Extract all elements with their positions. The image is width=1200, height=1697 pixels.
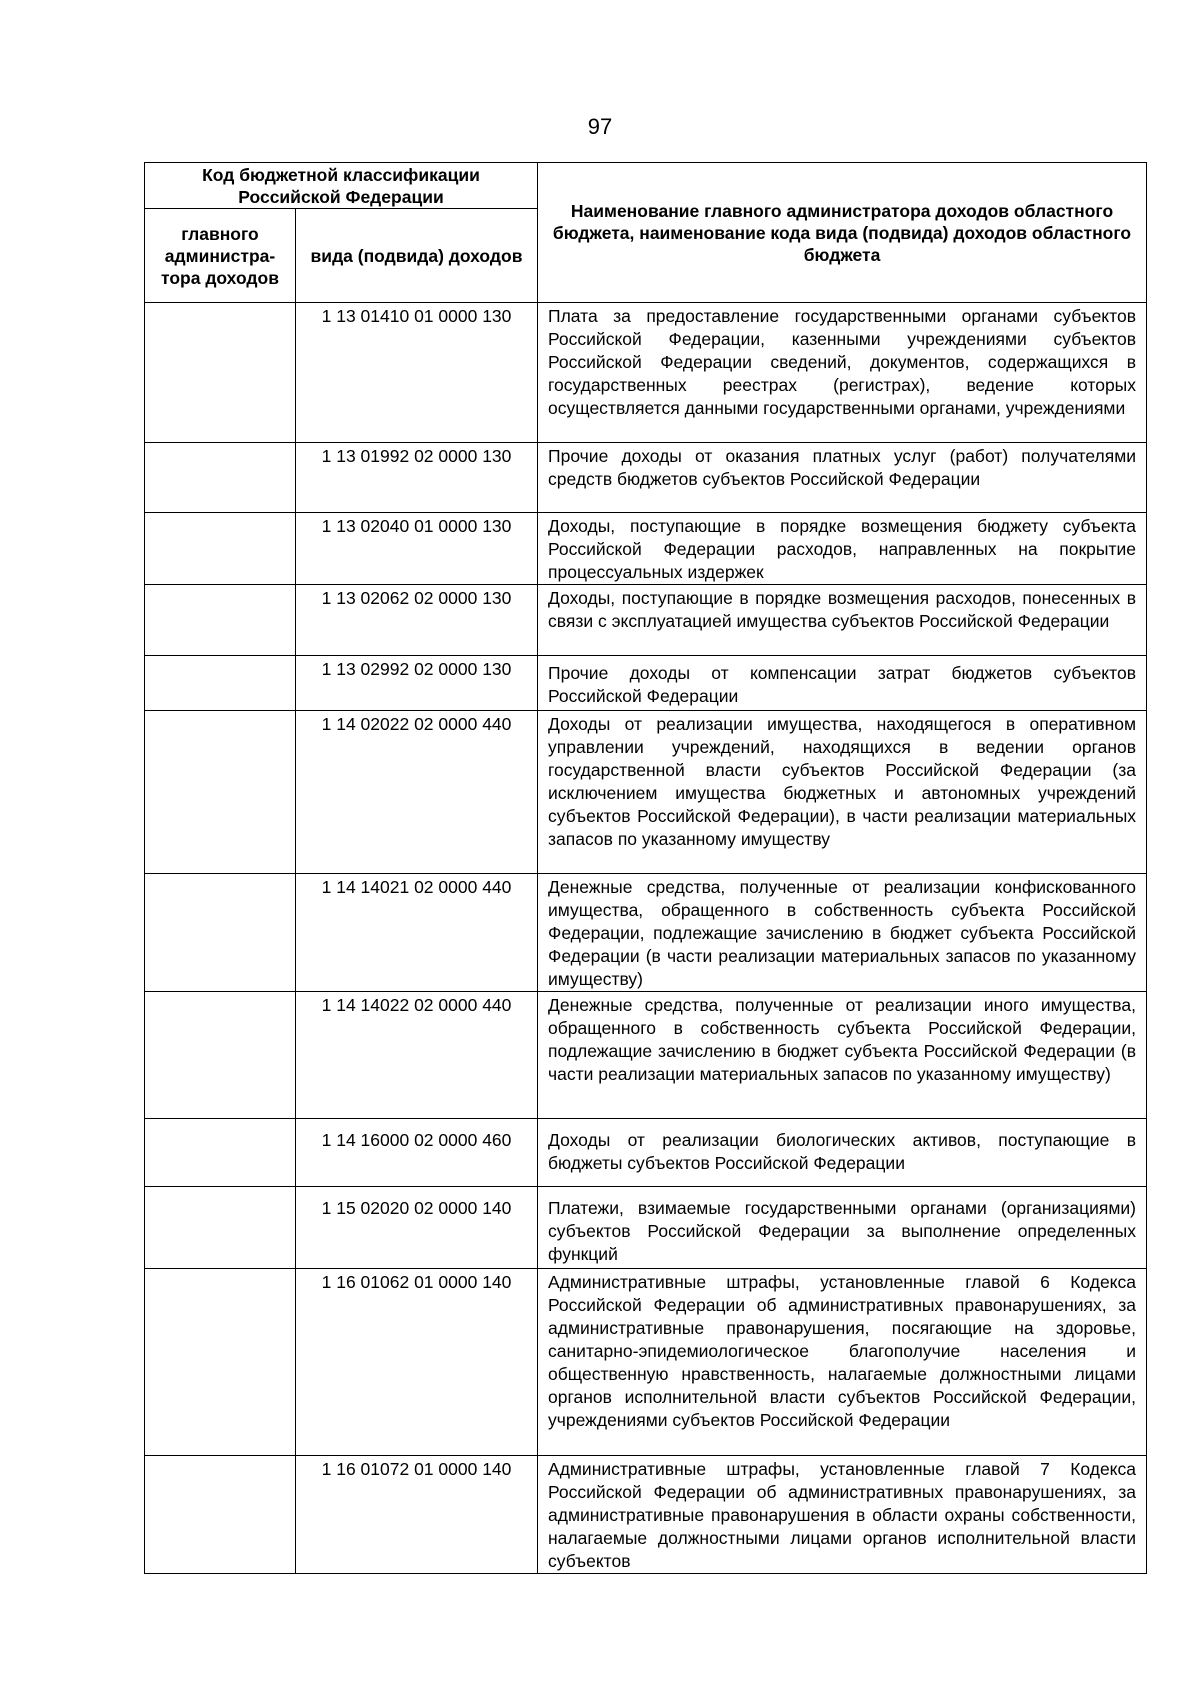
income-name-cell: Доходы, поступающие в порядке возмещения расходов, понесенных в связи с эксплуатацией имущества субъектов Российской Федерации xyxy=(538,585,1147,656)
income-name-cell: Денежные средства, полученные от реализации иного имущества, обращенного в собственность субъекта Российской Федерации, подлежащие зачислению в бюджет субъекта Российской Федерации (в части реализации материальных запасов по указанному имуществу) xyxy=(538,992,1147,1119)
table-row xyxy=(145,303,1147,443)
table-row xyxy=(145,1187,1147,1269)
income-name-cell: Доходы от реализации биологических активов, поступающие в бюджеты субъектов Российской Федерации xyxy=(538,1119,1147,1187)
income-name-cell: Плата за предоставление государственными органами субъектов Российской Федерации, казенными учреждениями субъектов Российской Федерации сведений, документов, содержащихся в государственных реестрах (регистрах), ведение которых осуществляется данными государственными органами, учреждениями xyxy=(538,303,1147,443)
income-code-cell: 1 14 14022 02 0000 440 xyxy=(296,992,538,1119)
income-code-cell: 1 15 02020 02 0000 140 xyxy=(296,1187,538,1269)
budget-classification-table xyxy=(144,162,1147,1574)
income-name-cell: Платежи, взимаемые государственными органами (организациями) субъектов Российской Федерации за выполнение определенных функций xyxy=(538,1187,1147,1269)
table-row xyxy=(145,513,1147,585)
income-code-cell: 1 13 01410 01 0000 130 xyxy=(296,303,538,443)
admin-code-cell xyxy=(145,1119,296,1187)
admin-code-cell xyxy=(145,656,296,711)
income-name-cell: Административные штрафы, установленные главой 6 Кодекса Российской Федерации об административных правонарушениях, за административные правонарушения, посягающие на здоровье, санитарно-эпидемиологическое благополучие населения и общественную нравственность, налагаемые должностными лицами органов исполнительной власти субъектов Российской Федерации, учреждениями субъектов Российской Федерации xyxy=(538,1269,1147,1456)
income-name-cell: Доходы от реализации имущества, находящегося в оперативном управлении учреждений, находящихся в ведении органов государственной власти субъектов Российской Федерации (за исключением имущества бюджетных и автономных учреждений субъектов Российской Федерации), в части реализации материальных запасов по указанному имуществу xyxy=(538,711,1147,874)
admin-code-cell xyxy=(145,1269,296,1456)
table-header xyxy=(145,163,1147,303)
admin-code-cell xyxy=(145,1187,296,1269)
income-code-cell: 1 16 01062 01 0000 140 xyxy=(296,1269,538,1456)
income-name-cell: Прочие доходы от компенсации затрат бюджетов субъектов Российской Федерации xyxy=(538,656,1147,711)
table-row xyxy=(145,992,1147,1119)
header-type-column: вида (подвида) доходов xyxy=(296,209,538,303)
income-code-cell: 1 14 02022 02 0000 440 xyxy=(296,711,538,874)
header-name-column: Наименование главного администратора доходов областного бюджета, наименование кода вида (подвида) доходов областного бюджета xyxy=(538,163,1147,303)
income-code-cell: 1 14 14021 02 0000 440 xyxy=(296,874,538,992)
income-name-cell: Административные штрафы, установленные главой 7 Кодекса Российской Федерации об административных правонарушениях, за административные правонарушения в области охраны собственности, налагаемые должностными лицами органов исполнительной власти субъектов xyxy=(538,1456,1147,1574)
income-code-cell: 1 13 02992 02 0000 130 xyxy=(296,656,538,711)
admin-code-cell xyxy=(145,992,296,1119)
income-code-cell: 1 13 02040 01 0000 130 xyxy=(296,513,538,585)
admin-code-cell xyxy=(145,711,296,874)
income-code-cell: 1 13 02062 02 0000 130 xyxy=(296,585,538,656)
income-code-cell: 1 13 01992 02 0000 130 xyxy=(296,443,538,513)
admin-code-cell xyxy=(145,585,296,656)
table-row xyxy=(145,656,1147,711)
income-code-cell: 1 14 16000 02 0000 460 xyxy=(296,1119,538,1187)
income-name-cell: Прочие доходы от оказания платных услуг (работ) получателями средств бюджетов субъектов Российской Федерации xyxy=(538,443,1147,513)
table-row xyxy=(145,1269,1147,1456)
admin-code-cell xyxy=(145,513,296,585)
table-row xyxy=(145,1119,1147,1187)
table-row xyxy=(145,1456,1147,1574)
table-row xyxy=(145,711,1147,874)
table-row xyxy=(145,443,1147,513)
table-row xyxy=(145,874,1147,992)
income-code-cell: 1 16 01072 01 0000 140 xyxy=(296,1456,538,1574)
admin-code-cell xyxy=(145,874,296,992)
header-group-budget-code: Код бюджетной классификации Российской Федерации xyxy=(145,163,538,209)
admin-code-cell xyxy=(145,1456,296,1574)
admin-code-cell xyxy=(145,303,296,443)
income-name-cell: Денежные средства, полученные от реализации конфискованного имущества, обращенного в собственность субъекта Российской Федерации, подлежащие зачислению в бюджет субъекта Российской Федерации (в части реализации материальных запасов по указанному имуществу) xyxy=(538,874,1147,992)
page-number: 97 xyxy=(587,114,613,139)
income-name-cell: Доходы, поступающие в порядке возмещения бюджету субъекта Российской Федерации расходов, направленных на покрытие процессуальных издержек xyxy=(538,513,1147,585)
header-admin-column: главного администра-тора доходов xyxy=(145,209,296,303)
admin-code-cell xyxy=(145,443,296,513)
table-row xyxy=(145,585,1147,656)
